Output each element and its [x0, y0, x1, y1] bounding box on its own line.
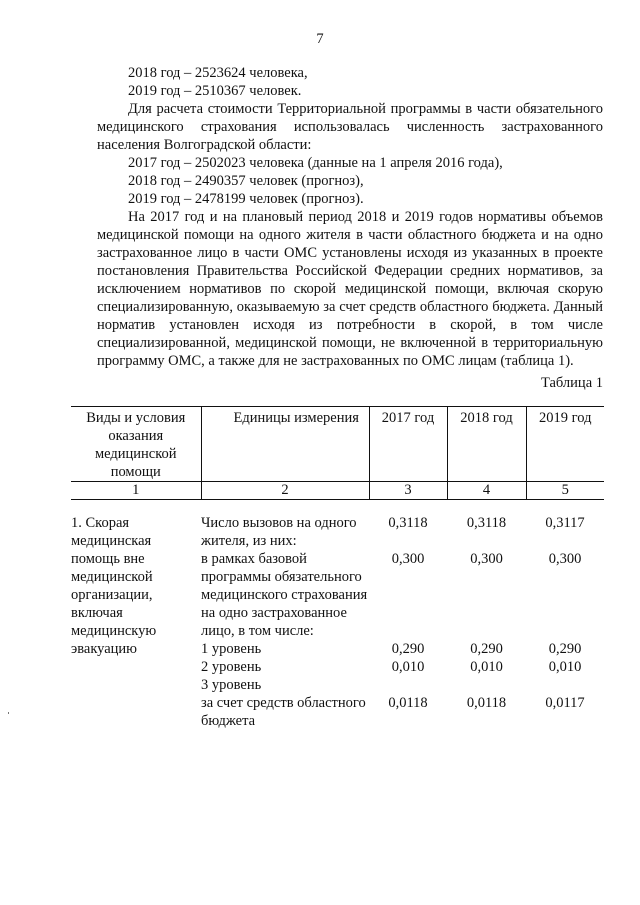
col-number: 3 [369, 482, 447, 500]
value-2017: 0,0118 [388, 695, 428, 711]
value-2019 [526, 676, 604, 694]
row-label: в рамках базовой программы обязательного медицинского страхования на одно застрахованное лицо, в том числе: [201, 551, 368, 639]
value-2017: 0,3118 [388, 515, 428, 531]
body-text [97, 64, 603, 370]
norms-table [71, 406, 604, 730]
col-number: 5 [526, 482, 604, 500]
value-2017: 0,300 [391, 551, 425, 567]
scan-margin-mark [8, 712, 9, 714]
row-label: 3 уровень [201, 677, 262, 693]
value-2018: 0,300 [470, 551, 503, 567]
insured-2017: 2017 год – 2502023 человека (данные на 1 апреля 2016 года), [128, 155, 503, 171]
table-header-row [71, 407, 604, 482]
header-2017: 2017 год [369, 407, 447, 482]
value-2017 [369, 676, 447, 694]
header-units: Единицы измерения [201, 407, 369, 482]
header-types: Виды и условия оказания медицинской помощи [71, 407, 201, 482]
col-number: 1 [71, 482, 201, 500]
value-2019: 0,010 [548, 659, 582, 675]
row-label: Число вызовов на одного жителя, из них: [201, 515, 357, 549]
row-label: 2 уровень [201, 659, 262, 675]
row-label: за счет средств областного бюджета [201, 695, 366, 729]
value-2017: 0,290 [391, 641, 425, 657]
insured-2018: 2018 год – 2490357 человек (прогноз), [128, 173, 364, 189]
page-number: 7 [316, 31, 324, 47]
value-2017: 0,010 [391, 659, 425, 675]
value-2018: 0,3118 [466, 515, 507, 531]
header-2018: 2018 год [447, 407, 526, 482]
value-2019: 0,290 [548, 641, 582, 657]
value-2018 [447, 676, 526, 694]
row-label: 1 уровень [201, 641, 262, 657]
value-2019: 0,3117 [545, 515, 585, 531]
column-number-row [71, 482, 604, 500]
value-2018: 0,290 [470, 641, 503, 657]
col-number: 4 [447, 482, 526, 500]
value-2019: 0,0117 [545, 695, 585, 711]
section-title: 1. Скорая медицинская помощь вне медицинской организации, включая медицинскую эвакуацию [71, 515, 157, 657]
population-2018: 2018 год – 2523624 человека, [128, 65, 308, 81]
table-caption: Таблица 1 [540, 375, 603, 391]
population-2019: 2019 год – 2510367 человек. [128, 83, 302, 99]
header-2019: 2019 год [526, 407, 604, 482]
oms-intro-paragraph: Для расчета стоимости Территориальной программы в части обязательного медицинского страхования использовалась численность застрахованного населения Волгоградской области: [97, 101, 603, 153]
value-2018: 0,010 [470, 659, 503, 675]
col-number: 2 [201, 482, 369, 500]
table-row [71, 514, 604, 550]
insured-2019: 2019 год – 2478199 человек (прогноз). [128, 191, 364, 207]
value-2019: 0,300 [548, 551, 582, 567]
norms-paragraph: На 2017 год и на плановый период 2018 и 2019 годов нормативы объемов медицинской помощи на одного жителя в части областного бюджета и на одно застрахованное лицо в части ОМС установлены исходя из указанных в проекте постановления Правительства Российской Федерации средних нормативов, за исключением нормативов по скорой медицинской помощи, включая скорую специализированную, оказываемую за счет средств областного бюджета. Данный норматив установлен исходя из потребности в скорой, в том числе специализированной, медицинской помощи, не включенной в территориальную программу ОМС, а также для не застрахованных по ОМС лицам (таблица 1). [97, 209, 603, 369]
value-2018: 0,0118 [466, 695, 507, 711]
